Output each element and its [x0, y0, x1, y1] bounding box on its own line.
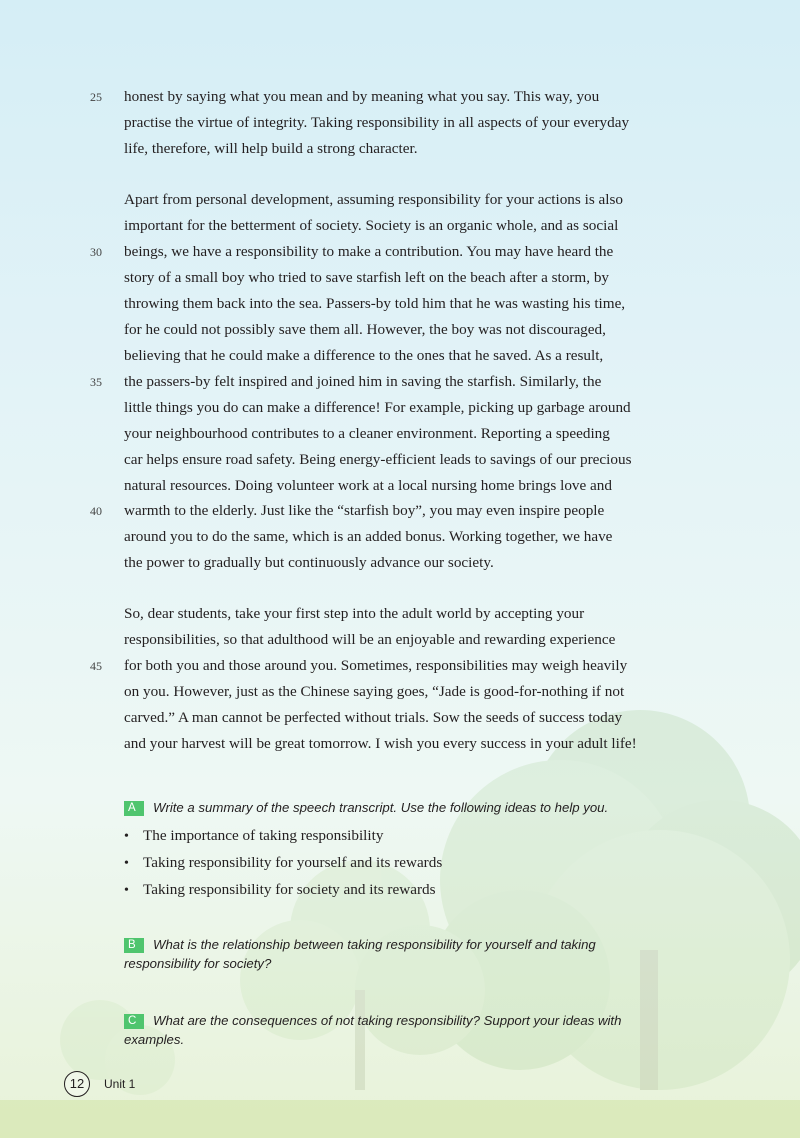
body-line: So, dear students, take your first step into the adult world by accepting your: [124, 605, 585, 622]
body-line: around you to do the same, which is an added bonus. Working together, we have: [124, 528, 613, 545]
body-line: the power to gradually but continuously advance our society.: [124, 554, 494, 571]
body-line: for he could not possibly save them all. However, the boy was not discouraged,: [124, 321, 606, 338]
task-c-text: What are the consequences of not taking responsibility? Support your ideas with examples.: [124, 1013, 622, 1047]
body-line: for both you and those around you. Sometimes, responsibilities may weigh heavily: [124, 657, 628, 674]
summary-point: [124, 877, 436, 903]
summary-point-text: The importance of taking responsibility: [143, 827, 384, 844]
task-c: [124, 1011, 664, 1049]
task-a: [124, 798, 664, 817]
unit-label: Unit 1: [104, 1077, 136, 1091]
body-line: natural resources. Doing volunteer work at a local nursing home brings love and: [124, 477, 612, 494]
body-line: story of a small boy who tried to save starfish left on the beach after a storm, by: [124, 269, 610, 286]
task-a-text: Write a summary of the speech transcript. Use the following ideas to help you.: [153, 800, 609, 815]
body-line: your neighbourhood contributes to a cleaner environment. Reporting a speeding: [124, 425, 610, 442]
body-line: responsibilities, so that adulthood will be an enjoyable and rewarding experience: [124, 631, 616, 648]
line-number-40: 40: [90, 504, 102, 518]
body-line: Apart from personal development, assuming responsibility for your actions is also: [124, 191, 623, 208]
body-line: warmth to the elderly. Just like the “starfish boy”, you may even inspire people: [124, 502, 605, 519]
body-line: practise the virtue of integrity. Taking responsibility in all aspects of your everyday: [124, 114, 630, 131]
line-number-45: 45: [90, 659, 102, 673]
bullet-icon: •: [124, 856, 129, 871]
body-line: believing that he could make a difference to the ones that he saved. As a result,: [124, 347, 604, 364]
body-line: on you. However, just as the Chinese saying goes, “Jade is good-for-nothing if not: [124, 683, 625, 700]
body-line: throwing them back into the sea. Passers-by told him that he was wasting his time,: [124, 295, 626, 312]
body-line: and your harvest will be great tomorrow. I wish you every success in your adult life!: [124, 735, 637, 752]
line-number-25: 25: [90, 90, 102, 104]
bullet-icon: •: [124, 829, 129, 844]
summary-point-text: Taking responsibility for yourself and its rewards: [143, 854, 443, 871]
task-b: [124, 935, 664, 973]
page-number: 12: [64, 1071, 90, 1097]
summary-point: [124, 850, 442, 876]
task-a-badge: A: [124, 801, 144, 816]
task-c-badge: C: [124, 1014, 144, 1029]
summary-point-text: Taking responsibility for society and its rewards: [143, 881, 436, 898]
line-number-35: 35: [90, 375, 102, 389]
task-b-badge: B: [124, 938, 144, 953]
body-line: beings, we have a responsibility to make a contribution. You may have heard the: [124, 243, 614, 260]
body-line: the passers-by felt inspired and joined him in saving the starfish. Similarly, the: [124, 373, 602, 390]
summary-point: [124, 823, 383, 849]
body-line: carved.” A man cannot be perfected without trials. Sow the seeds of success today: [124, 709, 623, 726]
bullet-icon: •: [124, 883, 129, 898]
body-line: car helps ensure road safety. Being energy-efficient leads to savings of our precious: [124, 451, 632, 468]
body-line: important for the betterment of society. Society is an organic whole, and as social: [124, 217, 619, 234]
task-b-text: What is the relationship between taking responsibility for yourself and taking responsibility for society?: [124, 937, 596, 971]
body-line: honest by saying what you mean and by meaning what you say. This way, you: [124, 88, 600, 105]
line-number-30: 30: [90, 245, 102, 259]
body-line: life, therefore, will help build a strong character.: [124, 140, 418, 157]
body-line: little things you do can make a difference! For example, picking up garbage around: [124, 399, 631, 416]
